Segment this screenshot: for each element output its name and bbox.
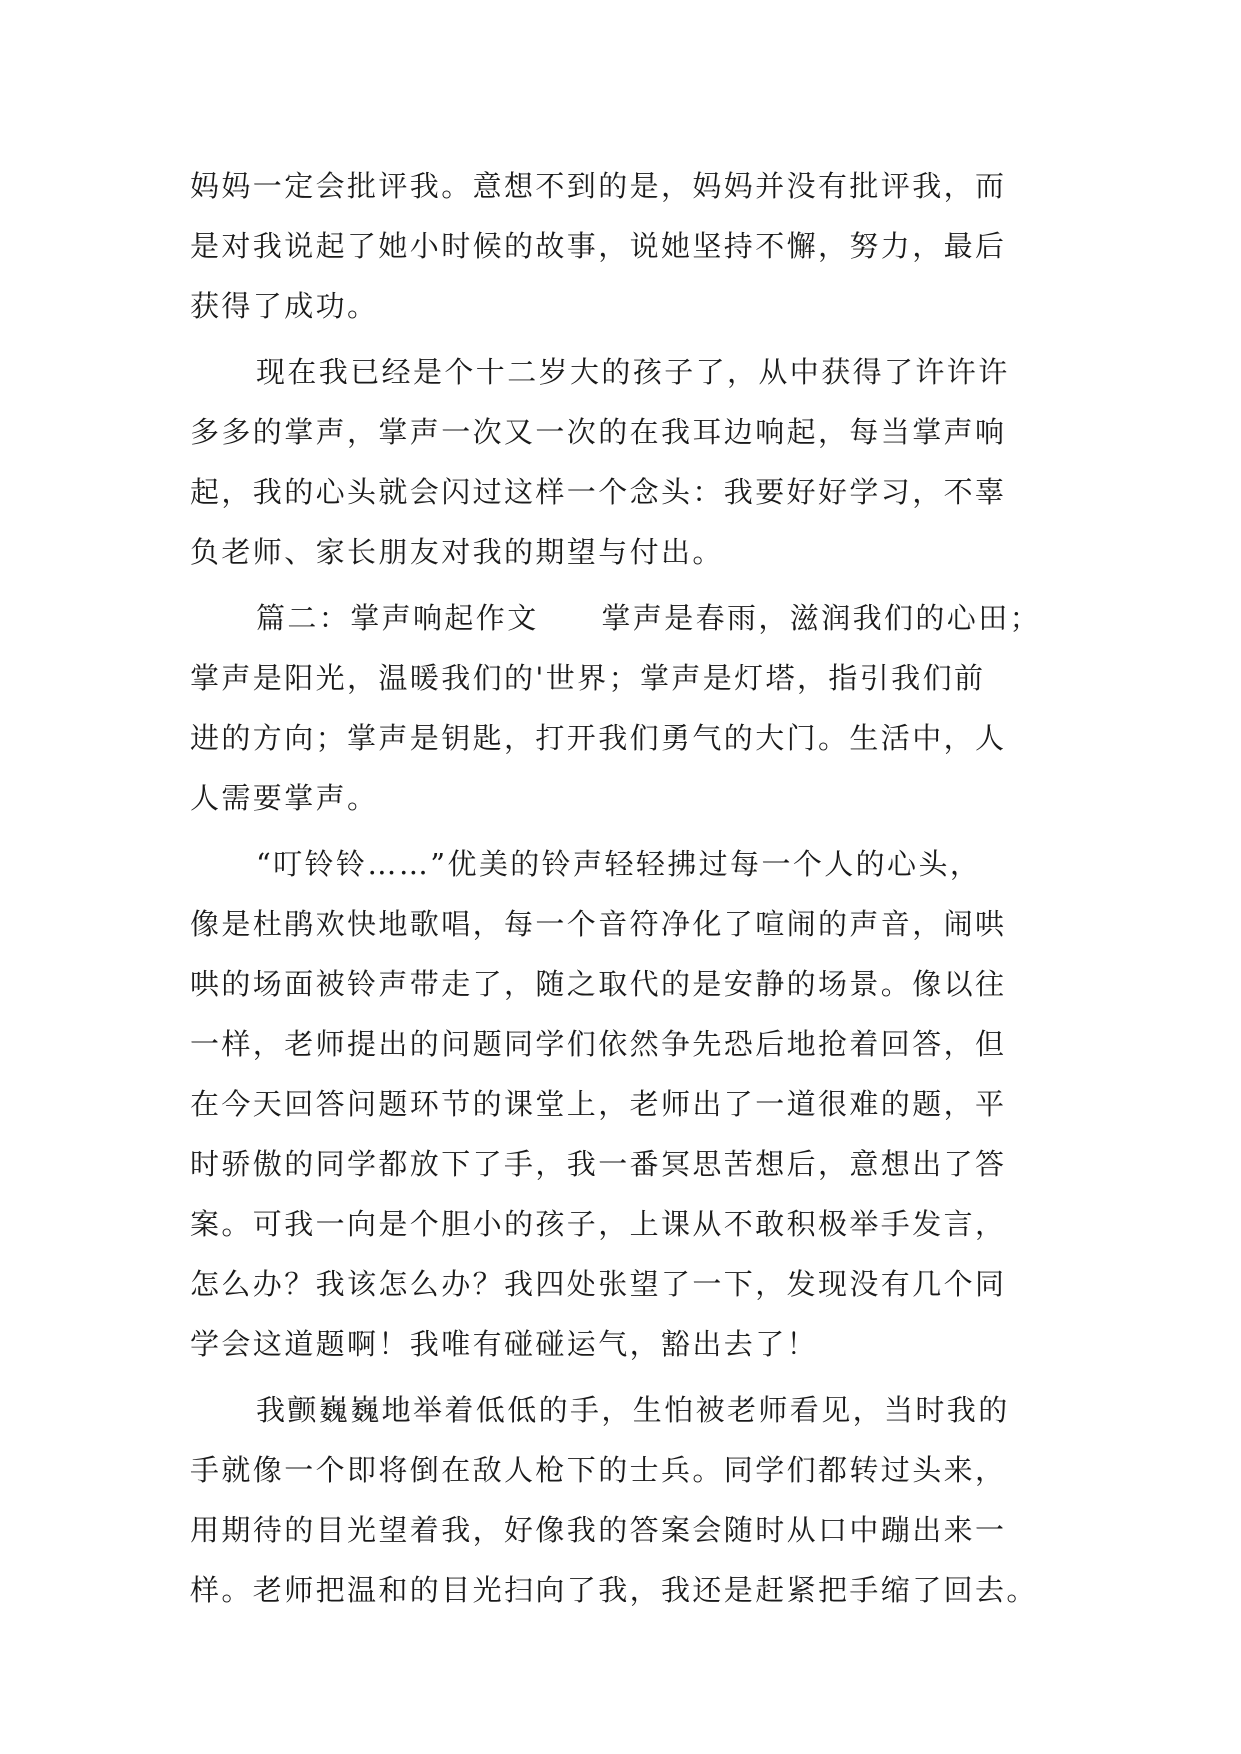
text-line: 获得了成功。 bbox=[190, 289, 379, 323]
document-body bbox=[190, 156, 1062, 1620]
text-line: 案。可我一向是个胆小的孩子，上课从不敢积极举手发言， bbox=[190, 1207, 1007, 1241]
text-line: 像是杜鹃欢快地歌唱，每一个音符净化了喧闹的声音，闹哄 bbox=[190, 907, 1007, 941]
text-line: 多多的掌声，掌声一次又一次的在我耳边响起，每当掌声响 bbox=[190, 415, 1007, 449]
text-line: 是对我说起了她小时候的故事，说她坚持不懈，努力，最后 bbox=[190, 229, 1007, 263]
text-line: 一样，老师提出的问题同学们依然争先恐后地抢着回答，但 bbox=[190, 1027, 1007, 1061]
text-line: 起，我的心头就会闪过这样一个念头：我要好好学习，不辜 bbox=[190, 475, 1007, 509]
section-heading-line: 篇二：掌声响起作文 掌声是春雨，滋润我们的心田； bbox=[256, 601, 1042, 635]
text-line: 用期待的目光望着我，好像我的答案会随时从口中蹦出来一 bbox=[190, 1513, 1007, 1547]
text-line: 时骄傲的同学都放下了手，我一番冥思苦想后，意想出了答 bbox=[190, 1147, 1007, 1181]
text-line: 人需要掌声。 bbox=[190, 781, 379, 815]
text-line: 在今天回答问题环节的课堂上，老师出了一道很难的题，平 bbox=[190, 1087, 1007, 1121]
text-line: 学会这道题啊！我唯有碰碰运气，豁出去了！ bbox=[190, 1327, 819, 1361]
paragraph-first-line: 现在我已经是个十二岁大的孩子了，从中获得了许许许 bbox=[256, 355, 1010, 389]
text-line: 哄的场面被铃声带走了，随之取代的是安静的场景。像以往 bbox=[190, 967, 1007, 1001]
text-line: 掌声是阳光，温暖我们的'世界；掌声是灯塔，指引我们前 bbox=[190, 661, 986, 695]
text-line: 手就像一个即将倒在敌人枪下的士兵。同学们都转过头来， bbox=[190, 1453, 1007, 1487]
text-line: 样。老师把温和的目光扫向了我，我还是赶紧把手缩了回去。 bbox=[190, 1573, 1038, 1607]
text-line: 进的方向；掌声是钥匙，打开我们勇气的大门。生活中，人 bbox=[190, 721, 1007, 755]
paragraph-first-line: “叮铃铃……”优美的铃声轻轻拂过每一个人的心头， bbox=[256, 847, 982, 881]
text-line: 负老师、家长朋友对我的期望与付出。 bbox=[190, 535, 724, 569]
text-line: 怎么办？我该怎么办？我四处张望了一下，发现没有几个同 bbox=[190, 1267, 1007, 1301]
text-line: 妈妈一定会批评我。意想不到的是，妈妈并没有批评我，而 bbox=[190, 169, 1007, 203]
paragraph-first-line: 我颤巍巍地举着低低的手，生怕被老师看见，当时我的 bbox=[256, 1393, 1010, 1427]
